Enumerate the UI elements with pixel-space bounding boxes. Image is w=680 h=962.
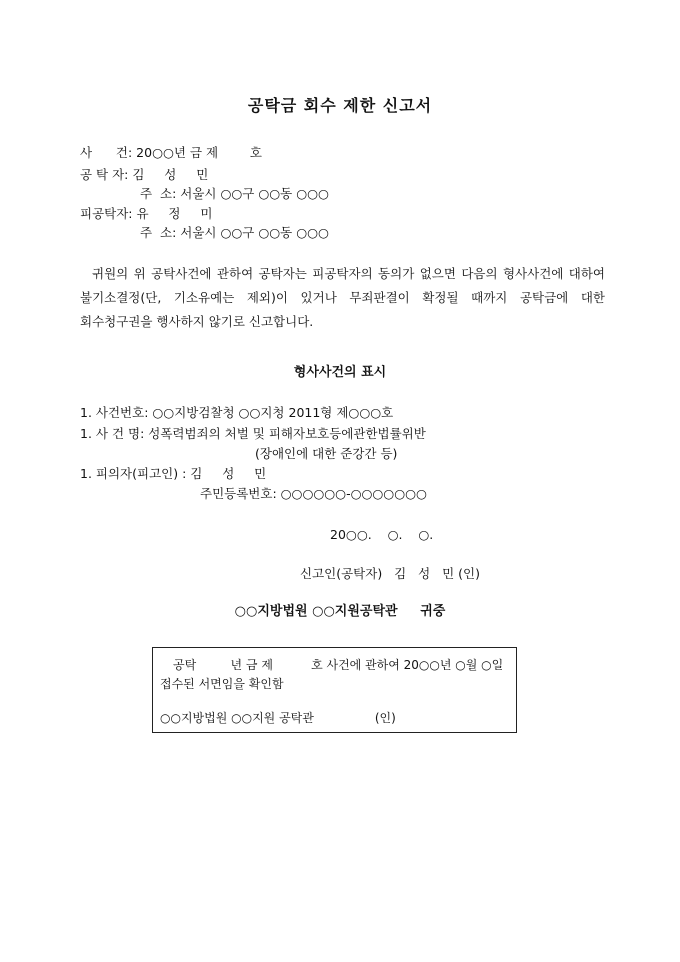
criminal-case-heading: 형사사건의 표시 <box>293 365 387 380</box>
court-addressee: ○○지방법원 ○○지원공탁관 귀중 <box>234 604 446 619</box>
case-line: 사 건: 20○○년 금 제 호 <box>80 145 262 160</box>
receipt-line-3: ○○지방법원 ○○지원 공탁관 (인) <box>160 711 396 725</box>
resident-number-line: 주민등록번호: ○○○○○○-○○○○○○○ <box>200 486 427 501</box>
date-line: 20○○. ○. ○. <box>330 527 434 542</box>
case-name-note: (장애인에 대한 준강간 등) <box>255 446 398 461</box>
depositor-address-line: 주 소: 서울시 ○○구 ○○동 ○○○ <box>140 186 329 201</box>
beneficiary-line: 피공탁자: 유 정 미 <box>80 206 213 221</box>
depositor-line: 공 탁 자: 김 성 민 <box>80 167 209 182</box>
receipt-line-1: 공탁 년 금 제 호 사건에 관하여 20○○년 ○월 ○일 <box>173 658 504 672</box>
reporter-line: 신고인(공탁자) 김 성 민 (인) <box>300 566 480 581</box>
document-title: 공탁금 회수 제한 신고서 <box>247 96 433 115</box>
case-name-line: 1. 사 건 명: 성폭력범죄의 처벌 및 피해자보호등에관한법률위반 <box>80 426 426 441</box>
suspect-line: 1. 피의자(피고인) : 김 성 민 <box>80 466 267 481</box>
case-number-line: 1. 사건번호: ○○지방검찰청 ○○지청 2011형 제○○○호 <box>80 405 394 420</box>
declaration-paragraph: 귀원의 위 공탁사건에 관하여 공탁자는 피공탁자의 동의가 없으면 다음의 형사사건에 대하여 불기소결정(단, 기소유예는 제외)이 있거나 무죄판결이 확정될 때까지 공탁금에 대한 회수청구권을 행사하지 않기로 신고합니다. <box>80 266 605 329</box>
receipt-line-2: 접수된 서면임을 확인함 <box>160 677 284 691</box>
beneficiary-address-line: 주 소: 서울시 ○○구 ○○동 ○○○ <box>140 225 329 240</box>
receipt-confirmation-box <box>152 647 517 733</box>
